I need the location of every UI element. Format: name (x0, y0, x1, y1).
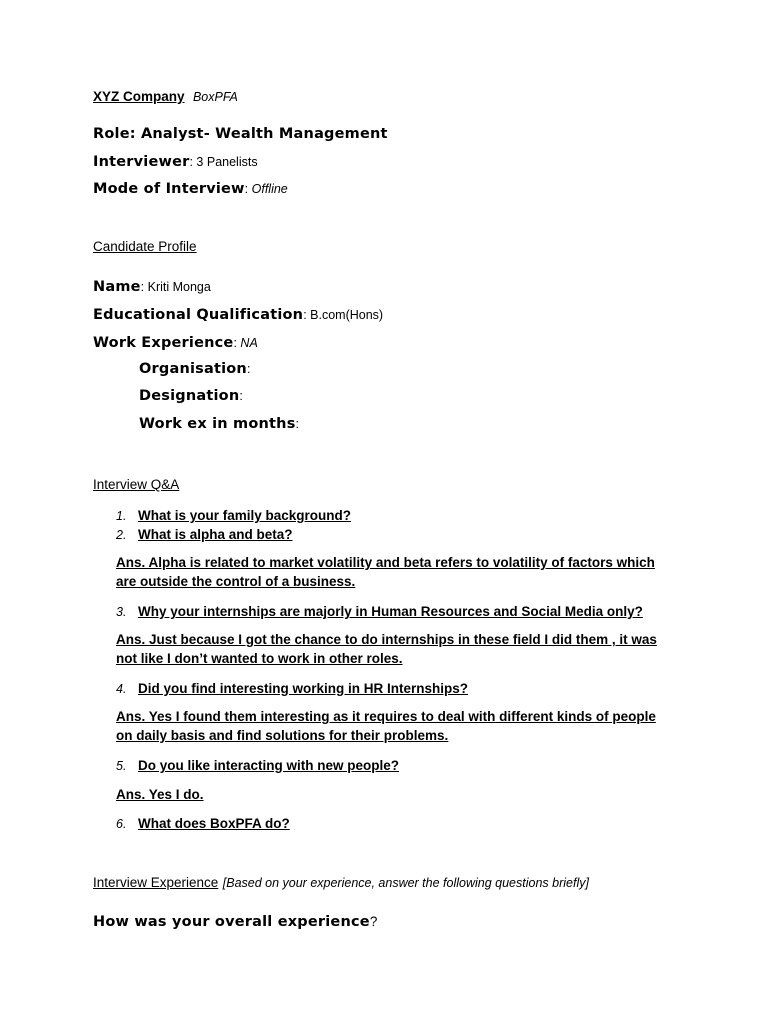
interviewer-line (93, 153, 258, 171)
question-3 (116, 603, 643, 621)
question-text: Did you find interesting working in HR Internships? (138, 681, 469, 696)
question-number: 1. (116, 509, 127, 523)
mode-label: Mode of Interview (93, 181, 245, 197)
question-number: 3. (116, 605, 127, 619)
name-value: : Kriti Monga (140, 280, 211, 294)
organisation-label: Organisation (139, 361, 247, 377)
company-tag: BoxPFA (192, 90, 238, 104)
name-label: Name (93, 279, 141, 295)
work-experience-line (93, 334, 258, 352)
question-4 (116, 680, 468, 698)
designation-label: Designation (139, 388, 240, 404)
overall-experience-value: ? (369, 914, 378, 929)
experience-heading: Interview Experience (93, 875, 219, 890)
question-5 (116, 757, 399, 775)
qa-heading: Interview Q&A (93, 477, 180, 492)
interviewer-label: Interviewer (93, 154, 190, 170)
work-months-label: Work ex in months (139, 416, 296, 432)
question-number: 6. (116, 817, 127, 831)
question-1 (116, 507, 351, 525)
organisation-value: : (246, 362, 251, 376)
question-text: Why your internships are majorly in Human Resources and Social Media only? (138, 604, 643, 619)
question-6 (116, 815, 290, 833)
experience-note: [Based on your experience, answer the following questions briefly] (222, 876, 589, 890)
answer-line: Ans. Just because I got the chance to do internships in these field I did them , it was (116, 632, 657, 647)
question-number: 2. (116, 528, 127, 542)
interviewer-value: : 3 Panelists (189, 155, 258, 169)
question-text: What is your family background? (138, 508, 352, 523)
question-number: 4. (116, 682, 127, 696)
answer-2 (116, 553, 655, 591)
work-months-line (139, 415, 299, 433)
answer-4 (116, 707, 656, 745)
mode-separator: : (244, 182, 252, 196)
answer-line: Ans. Yes I found them interesting as it requires to deal with different kinds of people (116, 709, 656, 724)
mode-value: Offline (251, 182, 288, 196)
question-number: 5. (116, 759, 127, 773)
question-text: Do you like interacting with new people? (138, 758, 400, 773)
answer-line: not like I don’t wanted to work in other roles. (116, 651, 403, 666)
company-name: XYZ Company (93, 89, 185, 104)
education-value: : B.com(Hons) (303, 308, 384, 322)
overall-experience-line (93, 913, 377, 931)
work-months-value: : (295, 417, 300, 431)
company-line (93, 88, 238, 106)
answer-line: are outside the control of a business. (116, 574, 356, 589)
candidate-profile-heading: Candidate Profile (93, 239, 197, 254)
name-line (93, 278, 211, 296)
answer-3 (116, 630, 657, 668)
role-line: Role: Analyst- Wealth Management (93, 126, 388, 142)
work-experience-value: NA (240, 336, 258, 350)
education-label: Educational Qualification (93, 307, 304, 323)
education-line (93, 306, 383, 324)
work-experience-label: Work Experience (93, 335, 234, 351)
overall-experience-label: How was your overall experience (93, 914, 370, 930)
organisation-line (139, 360, 250, 378)
question-text: What does BoxPFA do? (138, 816, 290, 831)
answer-line: Ans. Alpha is related to market volatility and beta refers to volatility of factors which (116, 555, 655, 570)
experience-line (93, 874, 589, 892)
work-experience-separator: : (233, 336, 241, 350)
answer-line: on daily basis and find solutions for their problems. (116, 728, 449, 743)
question-2 (116, 526, 293, 544)
designation-line (139, 387, 243, 405)
designation-value: : (239, 389, 243, 403)
mode-line (93, 180, 288, 198)
answer-5: Ans. Yes I do. (116, 787, 204, 802)
question-text: What is alpha and beta? (138, 527, 293, 542)
